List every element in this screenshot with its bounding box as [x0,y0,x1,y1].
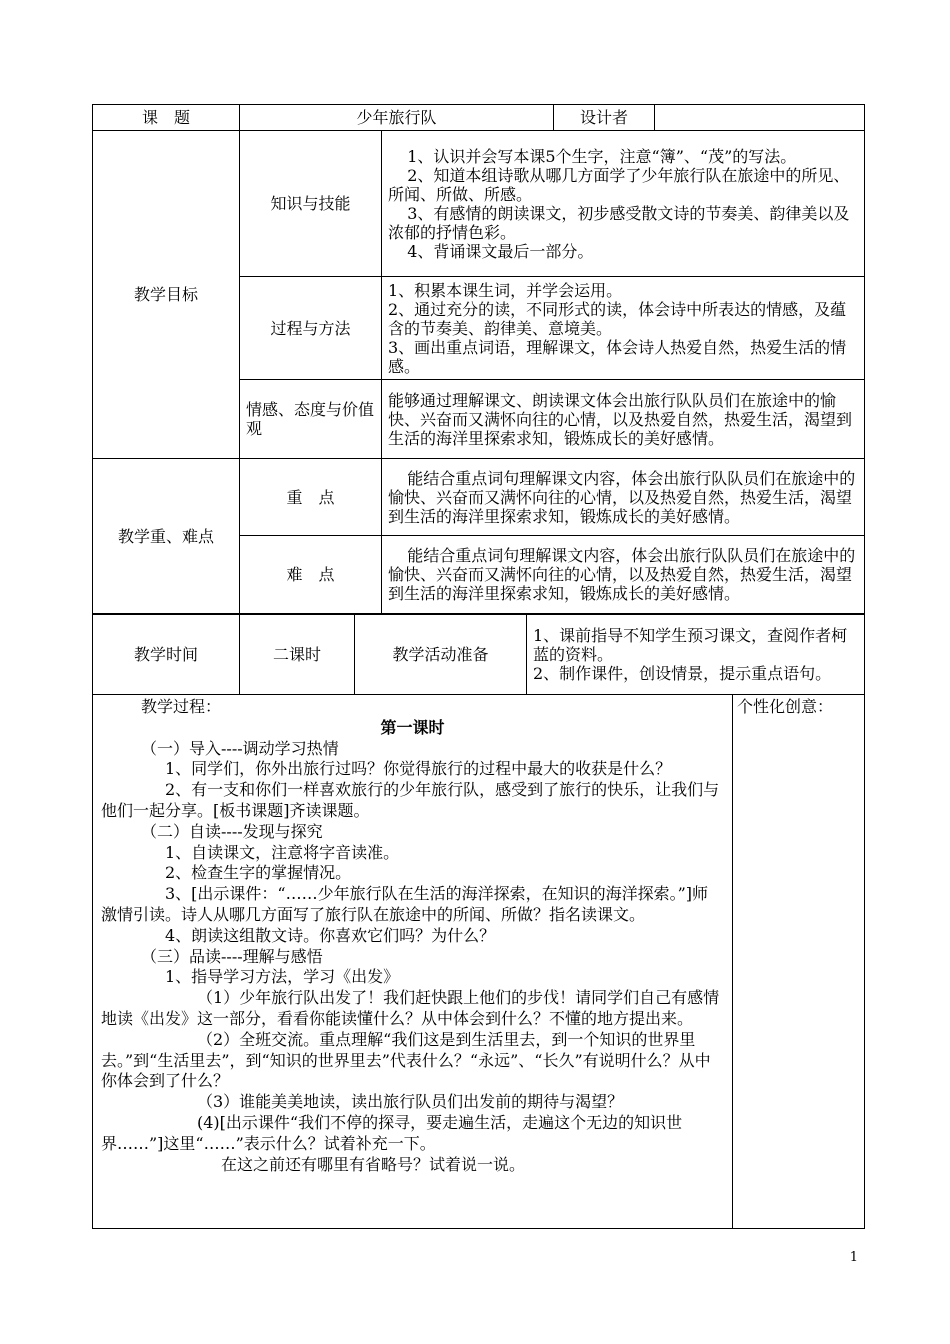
emotion-content [382,380,865,459]
process-item: 2、通过充分的读，不同形式的读，体会诗中所表达的情感，及蕴含的节奏美、韵律美、意境美。 [388,299,847,338]
knowledge-label: 知识与技能 [240,131,382,277]
knowledge-item: 1、认识并会写本课5个生字，注意“簿”、“茂”的写法。 [407,146,797,166]
process-line: （2）全班交流。重点理解“我们这是到生活里去，到一个知识的世界里去。”到“生活里去”，到“知识的世界里去”代表什么？“永远”、“长久”有说明什么？从中你体会到了什么？ [101,1029,711,1091]
topic-label: 课 题 [93,105,240,131]
process-line: 在这之前还有哪里有省略号？试着说一说。 [221,1154,526,1174]
process-line: 2、有一支和你们一样喜欢旅行的少年旅行队，感受到了旅行的快乐，让我们与他们一起分享。[板书课题]齐读课题。 [101,780,720,820]
focus-label: 重 点 [240,459,382,536]
prep-item: 2、制作课件，创设情景，提示重点语句。 [533,664,832,683]
time-row [93,615,865,695]
time-value: 二课时 [240,615,355,695]
difficulty-text: 能结合重点词句理解课文内容，体会出旅行队队员们在旅途中的愉快、兴奋而又满怀向往的心情，以及热爱自然，热爱生活，渴望到生活的海洋里探索求知，锻炼成长的美好感情。 [388,546,856,603]
process-line: （二）自读----发现与探究 [141,821,323,841]
teaching-process [93,695,733,1229]
knowledge-item: 4、背诵课文最后一部分。 [407,241,594,261]
process-line: 3、[出示课件：“……少年旅行队在生活的海洋探索，在知识的海洋探索。”]师激情引读。诗人从哪几方面写了旅行队在旅途中的所闻、所做？指名读课文。 [101,884,709,924]
designer-label: 设计者 [554,105,655,131]
prep-label: 教学活动准备 [355,615,527,695]
focus-text: 能结合重点词句理解课文内容，体会出旅行队队员们在旅途中的愉快、兴奋而又满怀向往的心情，以及热爱自然，热爱生活，渴望到生活的海洋里探索求知，锻炼成长的美好感情。 [388,468,856,526]
process-line: (4)[出示课件“我们不停的探寻，要走遍生活，走遍这个无边的知识世界……”]这里“……”表示什么？试着补充一下。 [101,1112,683,1153]
knowledge-content [382,131,865,277]
process-item: 1、积累本课生词，并学会运用。 [388,280,623,300]
knowledge-item: 2、知道本组诗歌从哪几方面学了少年旅行队在旅途中的所见、所闻、所做、所感。 [388,165,850,204]
creative-label: 个性化创意： [737,697,834,716]
process-method-label: 过程与方法 [240,277,382,380]
difficulty-content [382,536,865,614]
process-line: （一）导入----调动学习热情 [141,738,339,758]
knowledge-item: 3、有感情的朗读课文，初步感受散文诗的节奏美、韵律美以及浓郁的抒情色彩。 [388,203,850,242]
process-method-content [382,277,865,380]
focus-content [382,459,865,536]
emotion-label: 情感、态度与价值观 [240,380,382,459]
time-label: 教学时间 [93,615,240,695]
process-heading: 教学过程： [141,697,222,716]
process-line: 2、检查生字的掌握情况。 [165,863,352,883]
difficulty-label: 难 点 [240,536,382,614]
key-points-label: 教学重、难点 [93,459,240,614]
time-process-table [92,614,865,1229]
lesson-title: 第一课时 [380,717,445,737]
page-number: 1 [849,1250,858,1265]
process-line: 4、朗读这组散文诗。你喜欢它们吗？为什么？ [165,925,496,945]
process-line: （三）品读----理解与感悟 [141,946,323,966]
designer-value [655,105,865,131]
prep-item: 1、课前指导不知学生预习课文，查阅作者柯蓝的资料。 [533,626,848,664]
emotion-text: 能够通过理解课文、朗读课文体会出旅行队队员们在旅途中的愉快、兴奋而又满怀向往的心情，以及热爱自然，热爱生活，渴望到生活的海洋里探索求知，锻炼成长的美好感情。 [388,390,853,448]
process-content-row [93,695,865,1229]
process-line: 1、同学们，你外出旅行过吗？你觉得旅行的过程中最大的收获是什么？ [165,759,672,779]
focus-row [93,459,865,536]
prep-content [527,615,865,695]
process-item: 3、画出重点词语，理解课文，体会诗人热爱自然，热爱生活的情感。 [388,337,847,376]
process-line: 1、指导学习方法，学习《出发》 [165,967,400,987]
header-row [93,105,865,131]
objectives-label: 教学目标 [93,131,240,459]
knowledge-row [93,131,865,277]
process-line: （3）谁能美美地读，读出旅行队员们出发前的期待与渴望？ [197,1092,624,1112]
lesson-plan-table [92,104,865,614]
creative-column [733,695,865,1229]
process-line: （1）少年旅行队出发了！我们赶快跟上他们的步伐！请同学们自己有感情地读《出发》这一部分，看看你能读懂什么？从中体会到什么？不懂的地方提出来。 [101,988,720,1028]
topic-value: 少年旅行队 [240,105,554,131]
process-line: 1、自读课文，注意将字音读准。 [165,842,400,862]
